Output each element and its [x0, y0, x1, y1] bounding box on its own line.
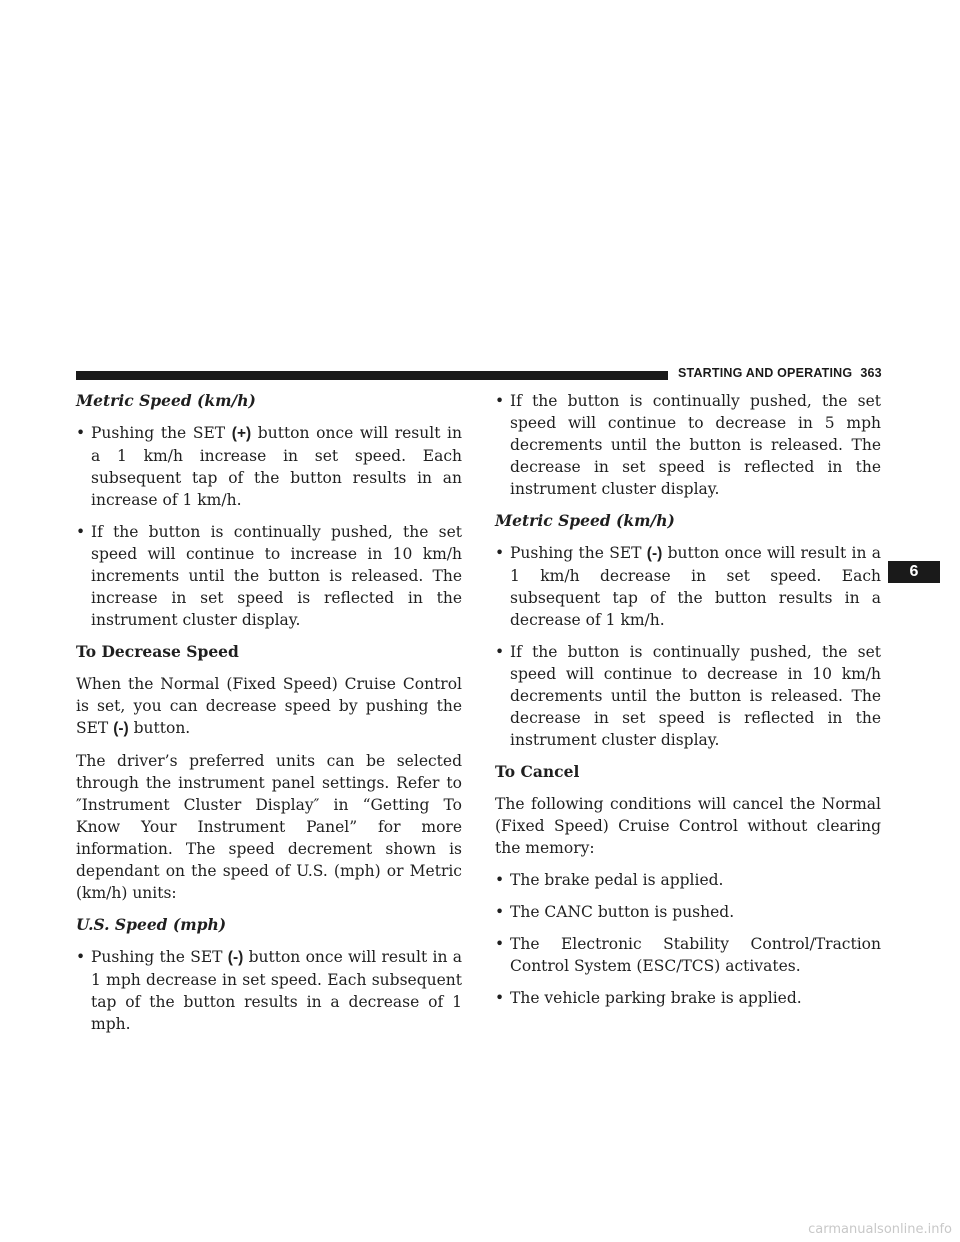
- bullet-icon: •: [495, 989, 505, 1007]
- set-minus-label: (-): [227, 949, 244, 966]
- bullet-icon: •: [495, 871, 505, 889]
- list-item: • If the button is continually pushed, the set speed will continue to decrease in 10 km/h decrements until the button is released. The decrease in set speed is reflected in the instrument cluster display.: [495, 643, 881, 749]
- units-paragraph: The driver’s preferred units can be selected through the instrument panel settings. Refer to ″Instrument Cluster Display″ in “Getting To Know Your Instrument Panel” for more information. The speed decrement shown is dependant on the speed of U.S. (mph) or Metric (km/h) units:: [76, 752, 462, 902]
- right-column: [495, 390, 881, 1019]
- left-column: [76, 390, 462, 1045]
- page-number: 363: [860, 366, 882, 380]
- cancel-paragraph: The following conditions will cancel the Normal (Fixed Speed) Cruise Control without clearing the memory:: [495, 795, 881, 857]
- bullet-icon: •: [76, 948, 86, 966]
- set-minus-label: (-): [113, 720, 129, 737]
- set-minus-label: (-): [646, 545, 663, 562]
- list-item: • Pushing the SET (-) button once will result in a 1 km/h decrease in set speed. Each subsequent tap of the button results in a decrease of 1 km/h.: [495, 544, 882, 629]
- chapter-tab: 6: [888, 561, 940, 583]
- list-item: • The vehicle parking brake is applied.: [495, 989, 802, 1007]
- list-item: • If the button is continually pushed, the set speed will continue to decrease in 5 mph decrements until the button is released. The decrease in set speed is reflected in the instrument cluster display.: [495, 392, 881, 498]
- bullet-icon: •: [76, 523, 86, 541]
- list-item: • If the button is continually pushed, the set speed will continue to increase in 10 km/h increments until the button is released. The increase in set speed is reflected in the instrument cluster display.: [76, 523, 462, 629]
- decrease-speed-paragraph: When the Normal (Fixed Speed) Cruise Control is set, you can decrease speed by pushing the SET (-) button.: [76, 675, 462, 737]
- header-rule: [76, 371, 668, 380]
- bullet-icon: •: [76, 424, 86, 442]
- watermark: carmanualsonline.info: [808, 1222, 952, 1237]
- set-plus-label: (+): [231, 425, 252, 442]
- bullet-icon: •: [495, 935, 505, 953]
- us-speed-heading: U.S. Speed (mph): [76, 915, 227, 934]
- section-title: STARTING AND OPERATING: [678, 366, 853, 380]
- bullet-icon: •: [495, 643, 505, 661]
- metric-speed-heading: Metric Speed (km/h): [76, 391, 256, 410]
- cancel-heading: To Cancel: [495, 762, 580, 781]
- running-header: [678, 366, 882, 380]
- bullet-icon: •: [495, 392, 505, 410]
- bullet-icon: •: [495, 544, 505, 562]
- list-item: • Pushing the SET (-) button once will result in a 1 mph decrease in set speed. Each subsequent tap of the button results in a decrease of 1 mph.: [76, 948, 463, 1033]
- decrease-speed-heading: To Decrease Speed: [76, 642, 239, 661]
- list-item: • The CANC button is pushed.: [495, 903, 735, 921]
- metric-speed-heading: Metric Speed (km/h): [495, 511, 675, 530]
- list-item: • The brake pedal is applied.: [495, 871, 724, 889]
- list-item: • Pushing the SET (+) button once will result in a 1 km/h increase in set speed. Each subsequent tap of the button results in an increase of 1 km/h.: [76, 424, 463, 509]
- bullet-icon: •: [495, 903, 505, 921]
- list-item: • The Electronic Stability Control/Traction Control System (ESC/TCS) activates.: [495, 935, 881, 975]
